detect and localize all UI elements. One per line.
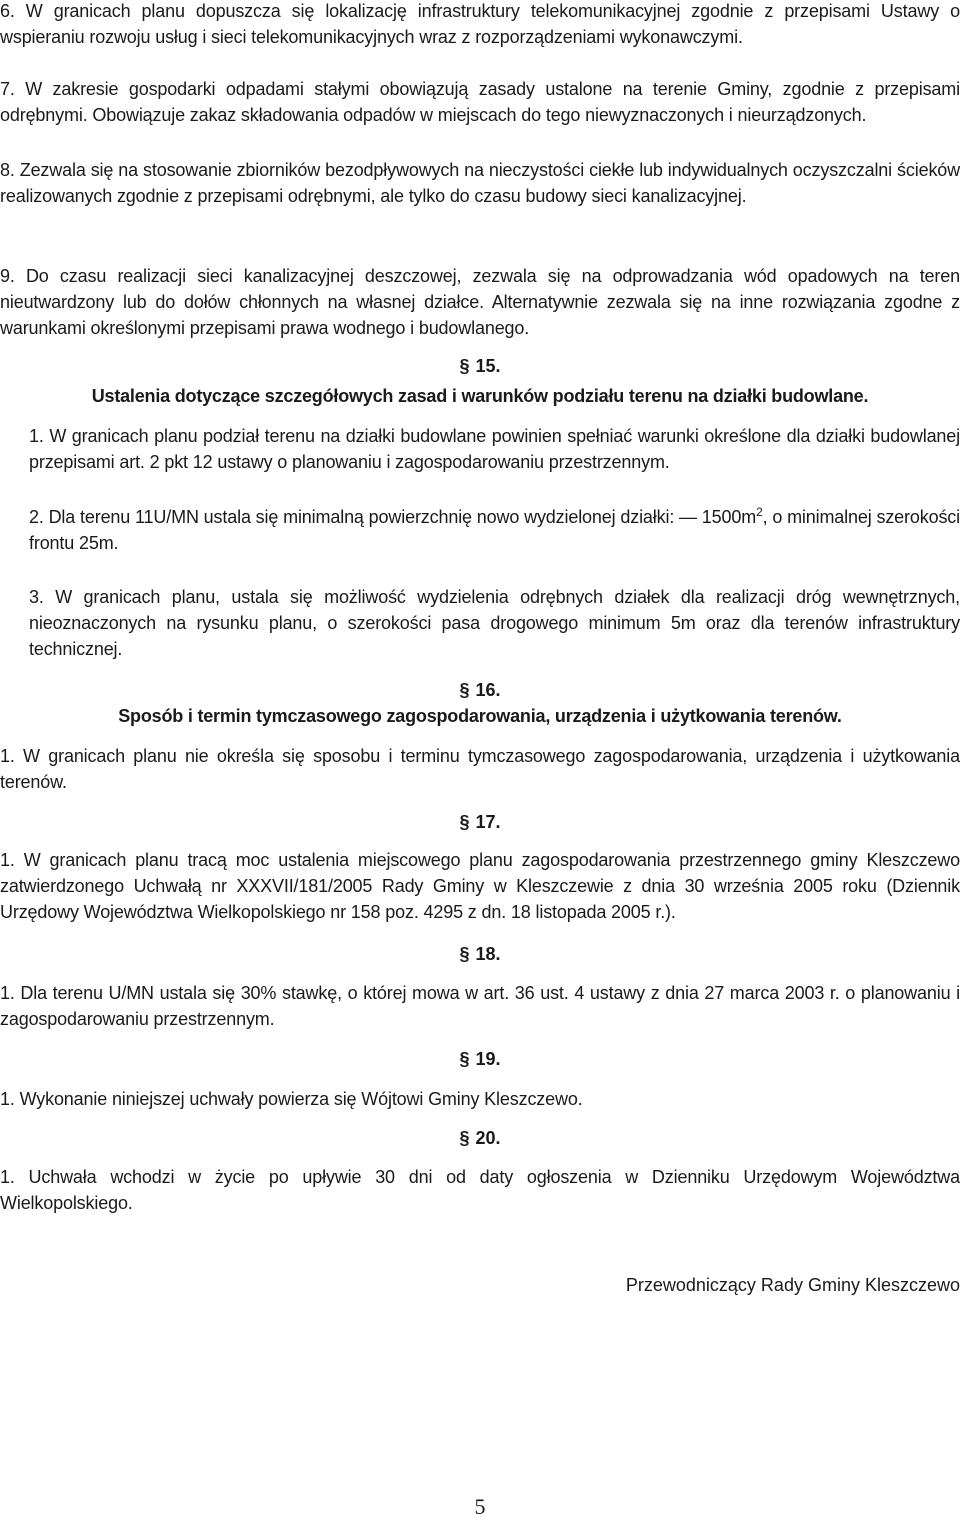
section-number-label: 19. bbox=[475, 1049, 501, 1069]
section-15-item-3: 3. W granicach planu, ustala się możliwość wydzielenia odrębnych działek dla realizacji dróg wewnętrznych, nieoznaczonych na rysunku planu, o szerokości pasa drogowego minimum 5m oraz dla terenów infrastruktury technicznej. bbox=[29, 587, 960, 659]
paragraph-6: 6. W granicach planu dopuszcza się lokalizację infrastruktury telekomunikacyjnej zgodnie z przepisami Ustawy o wspieraniu rozwoju usług i sieci telekomunikacyjnych wraz z rozporządzeniami wykonawczymi. bbox=[0, 1, 960, 47]
section-19-number bbox=[0, 1046, 960, 1072]
section-number-label: 15. bbox=[475, 356, 501, 376]
section-18-item-1: 1. Dla terenu U/MN ustala się 30% stawkę, o której mowa w art. 36 ust. 4 ustawy z dnia 27 marca 2003 r. o planowaniu i zagospodarowaniu przestrzennym. bbox=[0, 983, 960, 1029]
signature-line: Przewodniczący Rady Gminy Kleszczewo bbox=[625, 1275, 960, 1295]
section-mark: § bbox=[459, 356, 470, 376]
superscript-2: 2 bbox=[756, 505, 763, 519]
paragraph-7: 7. W zakresie gospodarki odpadami stałymi obowiązują zasady ustalone na terenie Gminy, zgodnie z przepisami odrębnymi. Obowiązuje zakaz składowania odpadów w miejscach do tego niewyznaczonych i nieurządzonych. bbox=[0, 79, 960, 125]
section-mark: § bbox=[459, 1049, 470, 1069]
section-16-number bbox=[0, 677, 960, 703]
paragraph-8: 8. Zezwala się na stosowanie zbiorników bezodpływowych na nieczystości ciekłe lub indywidualnych oczyszczalni ścieków realizowanych zgodnie z przepisami odrębnymi, ale tylko do czasu budowy sieci kanalizacyjnej. bbox=[0, 160, 960, 206]
section-mark: § bbox=[459, 812, 470, 832]
section-number-label: 20. bbox=[475, 1128, 501, 1148]
item-2-text-b: , o minimalnej szerokości frontu 25m. bbox=[29, 507, 960, 553]
section-15-item-2 bbox=[29, 504, 960, 556]
section-15-number bbox=[0, 353, 960, 379]
section-19-item-1: 1. Wykonanie niniejszej uchwały powierza się Wójtowi Gminy Kleszczewo. bbox=[0, 1089, 583, 1109]
section-16-item-1: 1. W granicach planu nie określa się sposobu i terminu tymczasowego zagospodarowania, urządzenia i użytkowania terenów. bbox=[0, 746, 960, 792]
section-20-item-1: 1. Uchwała wchodzi w życie po upływie 30 dni od daty ogłoszenia w Dzienniku Urzędowym Województwa Wielkopolskiego. bbox=[0, 1167, 960, 1213]
section-15-title: Ustalenia dotyczące szczegółowych zasad i warunków podziału terenu na działki budowlane. bbox=[91, 386, 869, 406]
paragraph-9: 9. Do czasu realizacji sieci kanalizacyjnej deszczowej, zezwala się na odprowadzania wód opadowych na teren nieutwardzony lub do dołów chłonnych na własnej działce. Alternatywnie zezwala się na inne rozwiązania zgodne z warunkami określonymi przepisami prawa wodnego i budowlanego. bbox=[0, 266, 960, 338]
section-20-number bbox=[0, 1125, 960, 1151]
section-number-label: 18. bbox=[475, 944, 501, 964]
section-mark: § bbox=[459, 1128, 470, 1148]
section-number-label: 17. bbox=[475, 812, 501, 832]
section-16-title: Sposób i termin tymczasowego zagospodarowania, urządzenia i użytkowania terenów. bbox=[118, 706, 842, 726]
section-number-label: 16. bbox=[475, 680, 501, 700]
page-number: 5 bbox=[474, 1494, 486, 1519]
section-17-number bbox=[0, 809, 960, 835]
section-18-number bbox=[0, 941, 960, 967]
item-2-text-a: 2. Dla terenu 11U/MN ustala się minimalną powierzchnię nowo wydzielonej działki: — 1500m bbox=[29, 507, 757, 527]
section-mark: § bbox=[459, 680, 470, 700]
section-mark: § bbox=[459, 944, 470, 964]
section-17-item-1: 1. W granicach planu tracą moc ustalenia miejscowego planu zagospodarowania przestrzennego gminy Kleszczewo zatwierdzonego Uchwałą nr XXXVII/181/2005 Rady Gminy w Kleszczewie z dnia 30 września 2005 roku (Dziennik Urzędowy Województwa Wielkopolskiego nr 158 poz. 4295 z dn. 18 listopada 2005 r.). bbox=[0, 850, 960, 922]
section-15-item-1: 1. W granicach planu podział terenu na działki budowlane powinien spełniać warunki określone dla działki budowlanej przepisami art. 2 pkt 12 ustawy o planowaniu i zagospodarowaniu przestrzennym. bbox=[29, 426, 960, 472]
